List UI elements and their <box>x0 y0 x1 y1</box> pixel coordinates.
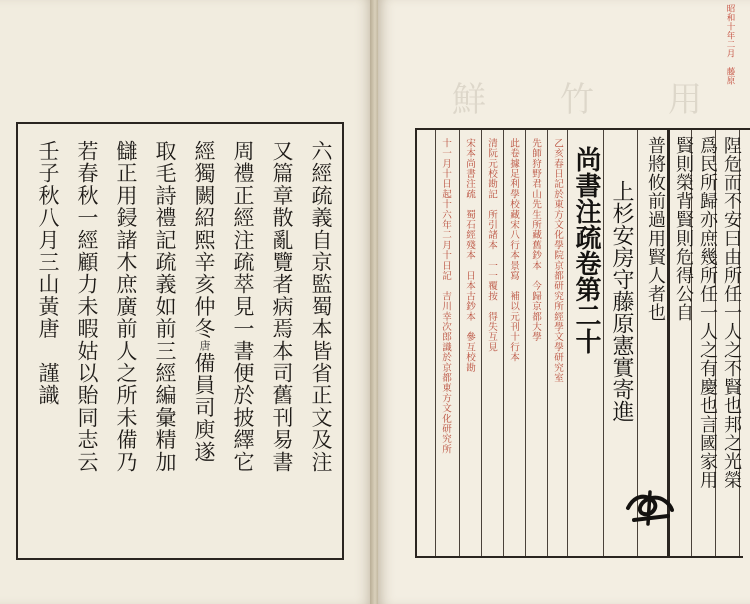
ghost-char-2: 竹 <box>560 80 594 120</box>
manuscript-column-2: 宋本尚書注疏 蜀石經殘本 日本古鈔本 參互校勘 <box>464 138 475 373</box>
ghost-char-3: 用 <box>668 80 702 120</box>
ghost-char-1: 鮮 <box>452 80 486 120</box>
text-frame <box>415 128 743 558</box>
preface-column-3: 周禮正經注疏萃見一書便於披繹它 <box>231 140 255 473</box>
preface-column-7: 若春秋一經顧力未暇姑以貽同志云 <box>75 140 99 473</box>
body-column-2: 賢則榮背賢則危得公自 <box>673 136 694 322</box>
column-rule <box>567 130 568 556</box>
column-rule <box>525 130 526 556</box>
chapter-title: 尚書注疏卷第二十 <box>571 146 601 354</box>
body-column-3: 爲民所歸亦庶幾所任一人之有慶也言國家用 <box>697 136 718 490</box>
column-rule <box>459 130 460 556</box>
column-rule <box>603 130 604 556</box>
column-rule <box>503 130 504 556</box>
preface-column-5: 取毛詩禮記疏義如前三經編彙精加 <box>153 140 177 473</box>
body-column-1: 普將攸前過用賢人者也 <box>645 136 666 322</box>
preface-column-1: 六經疏義自京監蜀本皆省正文及注 <box>309 140 333 473</box>
frame-top-edge <box>688 108 750 130</box>
kao-signature-mark <box>622 486 678 530</box>
preface-frame <box>16 122 344 560</box>
preface-column-4 <box>189 140 219 463</box>
column-rule <box>547 130 548 556</box>
manuscript-column-4: 此卷據足利學校藏宋八行本景寫 補以元刊十行本 <box>508 138 519 363</box>
column-rule <box>481 130 482 556</box>
seal-annotation: 昭和十年二月 藤原 <box>725 4 735 85</box>
left-page <box>0 0 372 604</box>
preface-column-4-tail: 備員司庾遂 <box>192 352 216 464</box>
column-rule <box>435 130 436 556</box>
preface-column-4-text: 經獨闕紹熙辛亥仲冬 <box>192 140 216 340</box>
manuscript-column-5: 先師狩野君山先生所藏舊鈔本 今歸京都大學 <box>530 138 541 342</box>
donor-inscription: 上杉安房守藤原憲實寄進 <box>609 180 634 422</box>
preface-small-note: 唐 <box>198 339 211 353</box>
preface-column-6: 讎正用鋟諸木庶廣前人之所未備乃 <box>114 140 138 473</box>
preface-column-2: 又篇章散亂覽者病焉本司舊刊易書 <box>270 140 294 473</box>
preface-column-8: 壬子秋八月三山黃唐 謹識 <box>36 140 60 407</box>
body-column-4: 陧危而不安曰由所任一人之不賢也邦之光榮 <box>721 136 742 490</box>
manuscript-column-3: 清阮元校勘記 所引諸本 一一覆按 得失互見 <box>486 138 497 353</box>
manuscript-column-1: 十一月十日起十六年二月十日記 吉川幸次郎識於京都東方文化研究所 <box>440 138 451 455</box>
manuscript-column-6: 乙亥春日記於東方文化學院京都研究所經學文學研究室 <box>552 138 563 383</box>
